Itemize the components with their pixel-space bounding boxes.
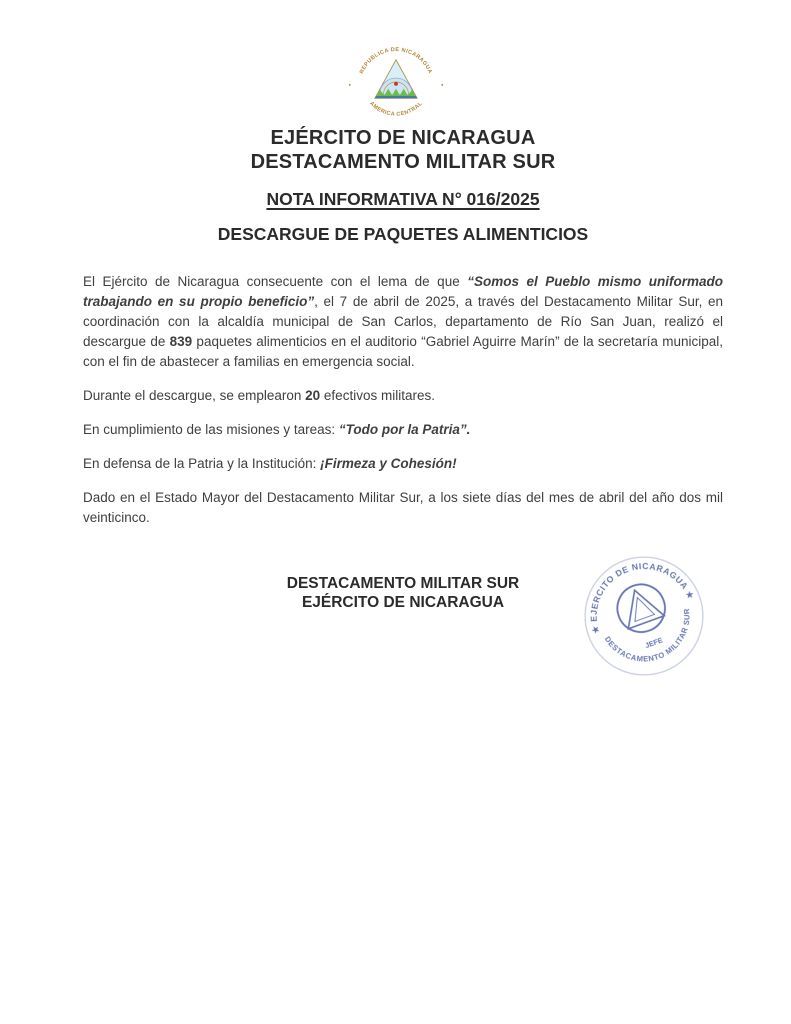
text-run: efectivos militares. xyxy=(320,388,435,403)
org-title: EJÉRCITO DE NICARAGUA xyxy=(270,127,536,149)
coat-of-arms-icon xyxy=(343,44,449,116)
official-stamp xyxy=(565,537,724,696)
emblem-bottom-text: AMERICA CENTRAL xyxy=(367,100,424,116)
stamp-inner-circle xyxy=(611,578,672,639)
paragraph xyxy=(83,488,723,528)
text-run: paquetes alimenticios en el auditorio “Gabriel Aguirre Marín” de la secretaría municipal, con el fin de abastecer a familias en emergencia social. xyxy=(83,334,724,369)
nota-informativa-title: NOTA INFORMATIVA N° 016/2025 xyxy=(266,189,540,209)
text-run: , el 7 de abril de 2025, a través del Destacamento Militar Sur, en coordinación con la alcaldía municipal de San Carlos, departamento de Río San Juan, realizó el descargue de xyxy=(83,294,723,349)
text-run: El Ejército de Nicaragua consecuente con el lema de que xyxy=(83,274,468,289)
subject-title: DESCARGUE DE PAQUETES ALIMENTICIOS xyxy=(217,224,589,244)
text-run: Dado en el Estado Mayor del Destacamento Militar Sur, a los siete días del mes de abril del año dos mil veinticinco. xyxy=(83,490,723,525)
phrygian-cap xyxy=(394,82,398,86)
text-run: En defensa de la Patria y la Institución: xyxy=(83,456,321,471)
org-subtitle: DESTACAMENTO MILITAR SUR xyxy=(250,151,556,173)
text-run: 839 xyxy=(169,334,193,349)
paragraph xyxy=(83,272,723,372)
water xyxy=(374,96,416,99)
text-run: “Todo por la Patria”. xyxy=(338,422,471,437)
paragraph xyxy=(83,386,723,406)
text-run: 20 xyxy=(305,388,321,403)
paragraph xyxy=(83,454,723,474)
text-run: En cumplimiento de las misiones y tareas: xyxy=(83,422,339,437)
emblem-top-text: REPUBLICA DE NICARAGUA xyxy=(358,47,433,75)
text-run: “Somos el Pueblo mismo uniformado trabajando en su propio beneficio” xyxy=(83,274,723,309)
stamp-bottom-text: DESTACAMENTO MILITAR SUR xyxy=(602,607,692,664)
letterhead xyxy=(0,126,791,174)
document-body xyxy=(0,272,791,528)
signature-line2: EJÉRCITO DE NICARAGUA xyxy=(301,594,505,611)
stamp-top-text: ★ EJERCITO DE NICARAGUA ★ xyxy=(588,560,697,635)
text-run: ¡Firmeza y Cohesión! xyxy=(320,456,457,471)
signature-line1: DESTACAMENTO MILITAR SUR xyxy=(286,575,520,592)
stamp-center-label: JEFE xyxy=(643,635,664,651)
paragraph xyxy=(83,420,723,440)
text-run: Durante el descargue, se emplearon xyxy=(83,388,306,403)
national-emblem xyxy=(343,44,449,116)
